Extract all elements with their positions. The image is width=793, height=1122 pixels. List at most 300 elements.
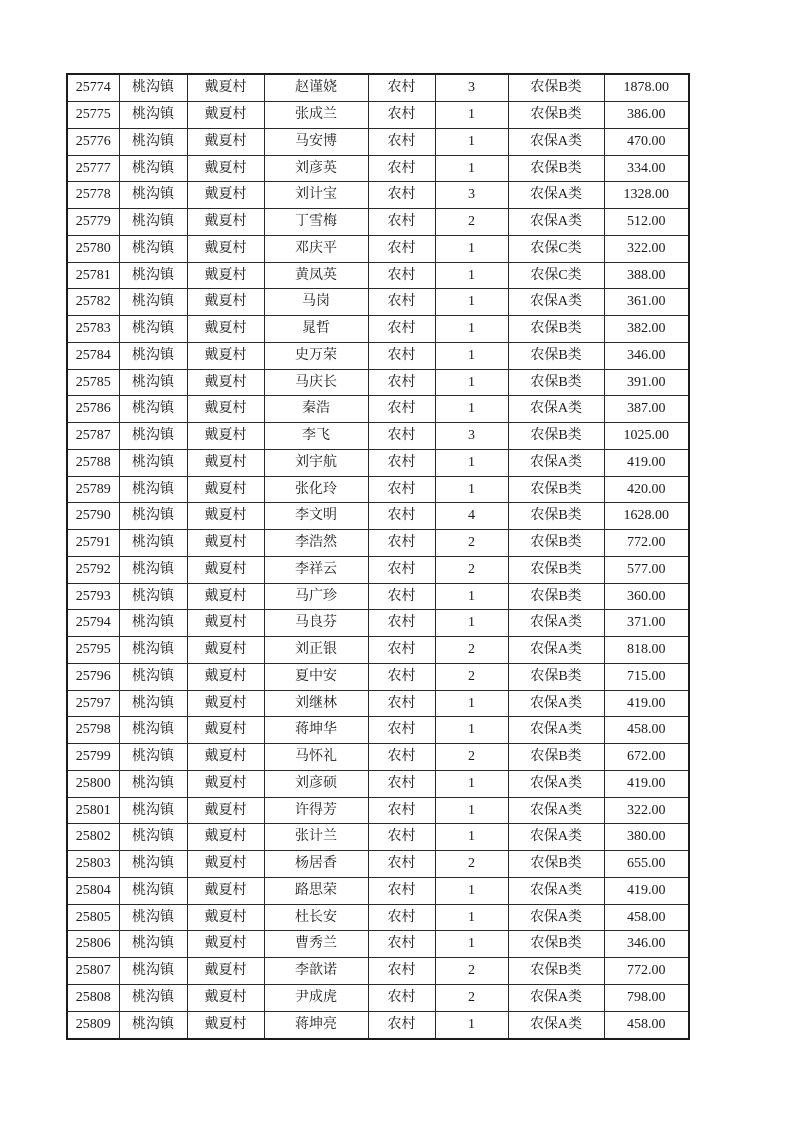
cell-residence-type: 农村 (368, 235, 435, 262)
cell-village: 戴夏村 (187, 289, 264, 316)
cell-town: 桃沟镇 (119, 396, 187, 423)
cell-person-count: 2 (435, 530, 508, 557)
cell-residence-type: 农村 (368, 316, 435, 343)
cell-person-name: 李文明 (264, 503, 368, 530)
table-row (67, 824, 689, 851)
cell-residence-type: 农村 (368, 262, 435, 289)
cell-residence-type: 农村 (368, 663, 435, 690)
cell-insurance-class: 农保B类 (508, 476, 604, 503)
cell-residence-type: 农村 (368, 797, 435, 824)
cell-person-count: 1 (435, 316, 508, 343)
cell-insurance-class: 农保B类 (508, 74, 604, 102)
cell-insurance-class: 农保A类 (508, 877, 604, 904)
table-row (67, 663, 689, 690)
cell-person-count: 1 (435, 369, 508, 396)
table-row (67, 610, 689, 637)
cell-person-count: 1 (435, 717, 508, 744)
cell-person-count: 2 (435, 744, 508, 771)
cell-insurance-class: 农保A类 (508, 637, 604, 664)
cell-record-id: 25787 (67, 423, 119, 450)
cell-amount: 420.00 (604, 476, 689, 503)
table-row (67, 316, 689, 343)
cell-amount: 419.00 (604, 877, 689, 904)
cell-village: 戴夏村 (187, 984, 264, 1011)
table-row (67, 556, 689, 583)
cell-record-id: 25797 (67, 690, 119, 717)
cell-insurance-class: 农保B类 (508, 851, 604, 878)
cell-town: 桃沟镇 (119, 209, 187, 236)
cell-record-id: 25784 (67, 342, 119, 369)
cell-village: 戴夏村 (187, 958, 264, 985)
cell-insurance-class: 农保A类 (508, 449, 604, 476)
table-row (67, 102, 689, 129)
cell-insurance-class: 农保B类 (508, 663, 604, 690)
cell-person-count: 3 (435, 182, 508, 209)
table-row (67, 877, 689, 904)
cell-amount: 577.00 (604, 556, 689, 583)
cell-person-name: 史万荣 (264, 342, 368, 369)
cell-person-count: 1 (435, 1011, 508, 1039)
table-row (67, 931, 689, 958)
cell-record-id: 25802 (67, 824, 119, 851)
cell-person-name: 尹成虎 (264, 984, 368, 1011)
cell-village: 戴夏村 (187, 797, 264, 824)
cell-town: 桃沟镇 (119, 74, 187, 102)
cell-residence-type: 农村 (368, 610, 435, 637)
cell-amount: 382.00 (604, 316, 689, 343)
cell-record-id: 25806 (67, 931, 119, 958)
cell-person-count: 1 (435, 904, 508, 931)
cell-town: 桃沟镇 (119, 1011, 187, 1039)
cell-residence-type: 农村 (368, 958, 435, 985)
cell-amount: 419.00 (604, 770, 689, 797)
cell-amount: 655.00 (604, 851, 689, 878)
cell-amount: 772.00 (604, 530, 689, 557)
cell-record-id: 25779 (67, 209, 119, 236)
cell-person-count: 2 (435, 556, 508, 583)
cell-insurance-class: 农保B类 (508, 155, 604, 182)
cell-amount: 388.00 (604, 262, 689, 289)
records-table (66, 73, 690, 1040)
cell-person-count: 1 (435, 690, 508, 717)
table-row (67, 690, 689, 717)
cell-village: 戴夏村 (187, 931, 264, 958)
table-row (67, 423, 689, 450)
cell-village: 戴夏村 (187, 182, 264, 209)
cell-person-name: 李歆诺 (264, 958, 368, 985)
table-row (67, 637, 689, 664)
table-row (67, 851, 689, 878)
cell-town: 桃沟镇 (119, 316, 187, 343)
cell-record-id: 25781 (67, 262, 119, 289)
cell-village: 戴夏村 (187, 476, 264, 503)
cell-record-id: 25799 (67, 744, 119, 771)
cell-person-count: 1 (435, 342, 508, 369)
cell-insurance-class: 农保A类 (508, 182, 604, 209)
cell-person-name: 张成兰 (264, 102, 368, 129)
cell-insurance-class: 农保B类 (508, 530, 604, 557)
cell-town: 桃沟镇 (119, 690, 187, 717)
cell-insurance-class: 农保B类 (508, 958, 604, 985)
cell-record-id: 25795 (67, 637, 119, 664)
cell-record-id: 25790 (67, 503, 119, 530)
cell-amount: 798.00 (604, 984, 689, 1011)
cell-residence-type: 农村 (368, 530, 435, 557)
cell-town: 桃沟镇 (119, 182, 187, 209)
cell-record-id: 25785 (67, 369, 119, 396)
cell-record-id: 25786 (67, 396, 119, 423)
cell-town: 桃沟镇 (119, 770, 187, 797)
cell-residence-type: 农村 (368, 904, 435, 931)
cell-village: 戴夏村 (187, 690, 264, 717)
cell-record-id: 25793 (67, 583, 119, 610)
cell-village: 戴夏村 (187, 74, 264, 102)
cell-residence-type: 农村 (368, 423, 435, 450)
records-table-body (67, 74, 689, 1039)
cell-amount: 334.00 (604, 155, 689, 182)
table-row (67, 984, 689, 1011)
cell-amount: 391.00 (604, 369, 689, 396)
cell-amount: 322.00 (604, 797, 689, 824)
cell-village: 戴夏村 (187, 155, 264, 182)
cell-town: 桃沟镇 (119, 503, 187, 530)
cell-record-id: 25780 (67, 235, 119, 262)
cell-person-name: 曹秀兰 (264, 931, 368, 958)
cell-insurance-class: 农保C类 (508, 262, 604, 289)
cell-village: 戴夏村 (187, 128, 264, 155)
cell-residence-type: 农村 (368, 984, 435, 1011)
cell-record-id: 25809 (67, 1011, 119, 1039)
cell-residence-type: 农村 (368, 342, 435, 369)
cell-town: 桃沟镇 (119, 717, 187, 744)
cell-residence-type: 农村 (368, 877, 435, 904)
cell-record-id: 25789 (67, 476, 119, 503)
cell-town: 桃沟镇 (119, 476, 187, 503)
cell-village: 戴夏村 (187, 235, 264, 262)
cell-insurance-class: 农保A类 (508, 797, 604, 824)
cell-record-id: 25778 (67, 182, 119, 209)
cell-amount: 458.00 (604, 717, 689, 744)
cell-town: 桃沟镇 (119, 851, 187, 878)
table-row (67, 396, 689, 423)
table-row (67, 289, 689, 316)
cell-amount: 387.00 (604, 396, 689, 423)
table-row (67, 503, 689, 530)
cell-town: 桃沟镇 (119, 155, 187, 182)
cell-person-name: 刘计宝 (264, 182, 368, 209)
cell-record-id: 25774 (67, 74, 119, 102)
cell-amount: 458.00 (604, 1011, 689, 1039)
cell-village: 戴夏村 (187, 316, 264, 343)
cell-village: 戴夏村 (187, 610, 264, 637)
cell-village: 戴夏村 (187, 904, 264, 931)
cell-amount: 322.00 (604, 235, 689, 262)
cell-town: 桃沟镇 (119, 262, 187, 289)
cell-person-name: 蒋坤华 (264, 717, 368, 744)
table-row (67, 770, 689, 797)
cell-person-name: 许得芳 (264, 797, 368, 824)
cell-person-name: 赵谨娆 (264, 74, 368, 102)
cell-record-id: 25808 (67, 984, 119, 1011)
cell-person-count: 2 (435, 637, 508, 664)
cell-amount: 1328.00 (604, 182, 689, 209)
cell-record-id: 25776 (67, 128, 119, 155)
cell-person-count: 2 (435, 663, 508, 690)
table-row (67, 342, 689, 369)
cell-insurance-class: 农保A类 (508, 209, 604, 236)
cell-person-name: 刘彦英 (264, 155, 368, 182)
cell-village: 戴夏村 (187, 369, 264, 396)
cell-residence-type: 农村 (368, 824, 435, 851)
cell-town: 桃沟镇 (119, 128, 187, 155)
table-row (67, 235, 689, 262)
cell-village: 戴夏村 (187, 530, 264, 557)
table-row (67, 530, 689, 557)
cell-residence-type: 农村 (368, 369, 435, 396)
cell-amount: 1878.00 (604, 74, 689, 102)
cell-record-id: 25783 (67, 316, 119, 343)
cell-person-count: 3 (435, 423, 508, 450)
cell-amount: 1025.00 (604, 423, 689, 450)
cell-person-name: 夏中安 (264, 663, 368, 690)
cell-residence-type: 农村 (368, 851, 435, 878)
cell-person-count: 1 (435, 476, 508, 503)
cell-person-count: 1 (435, 235, 508, 262)
cell-record-id: 25798 (67, 717, 119, 744)
cell-person-name: 马庆长 (264, 369, 368, 396)
cell-amount: 818.00 (604, 637, 689, 664)
cell-residence-type: 农村 (368, 717, 435, 744)
cell-insurance-class: 农保B类 (508, 583, 604, 610)
cell-residence-type: 农村 (368, 102, 435, 129)
cell-insurance-class: 农保B类 (508, 503, 604, 530)
table-row (67, 1011, 689, 1039)
cell-town: 桃沟镇 (119, 583, 187, 610)
cell-person-count: 1 (435, 797, 508, 824)
table-row (67, 262, 689, 289)
cell-residence-type: 农村 (368, 637, 435, 664)
cell-amount: 346.00 (604, 342, 689, 369)
cell-amount: 371.00 (604, 610, 689, 637)
cell-person-count: 4 (435, 503, 508, 530)
cell-amount: 458.00 (604, 904, 689, 931)
cell-amount: 672.00 (604, 744, 689, 771)
cell-insurance-class: 农保A类 (508, 717, 604, 744)
cell-village: 戴夏村 (187, 102, 264, 129)
cell-amount: 1628.00 (604, 503, 689, 530)
cell-insurance-class: 农保A类 (508, 1011, 604, 1039)
cell-amount: 360.00 (604, 583, 689, 610)
cell-residence-type: 农村 (368, 74, 435, 102)
cell-town: 桃沟镇 (119, 797, 187, 824)
cell-insurance-class: 农保B类 (508, 423, 604, 450)
table-row (67, 182, 689, 209)
cell-residence-type: 农村 (368, 690, 435, 717)
cell-person-name: 李浩然 (264, 530, 368, 557)
cell-person-name: 杜长安 (264, 904, 368, 931)
cell-person-count: 1 (435, 583, 508, 610)
cell-person-name: 刘彦硕 (264, 770, 368, 797)
cell-town: 桃沟镇 (119, 423, 187, 450)
cell-amount: 419.00 (604, 690, 689, 717)
cell-town: 桃沟镇 (119, 610, 187, 637)
cell-person-name: 李祥云 (264, 556, 368, 583)
cell-person-name: 杨居香 (264, 851, 368, 878)
cell-person-count: 2 (435, 851, 508, 878)
cell-person-name: 张计兰 (264, 824, 368, 851)
cell-town: 桃沟镇 (119, 958, 187, 985)
cell-person-name: 邓庆平 (264, 235, 368, 262)
cell-amount: 361.00 (604, 289, 689, 316)
cell-town: 桃沟镇 (119, 904, 187, 931)
cell-village: 戴夏村 (187, 583, 264, 610)
cell-amount: 715.00 (604, 663, 689, 690)
cell-village: 戴夏村 (187, 770, 264, 797)
cell-person-count: 1 (435, 449, 508, 476)
cell-person-name: 马安博 (264, 128, 368, 155)
cell-residence-type: 农村 (368, 503, 435, 530)
cell-residence-type: 农村 (368, 1011, 435, 1039)
cell-town: 桃沟镇 (119, 824, 187, 851)
cell-town: 桃沟镇 (119, 637, 187, 664)
cell-insurance-class: 农保B类 (508, 342, 604, 369)
cell-person-count: 2 (435, 984, 508, 1011)
cell-residence-type: 农村 (368, 289, 435, 316)
cell-residence-type: 农村 (368, 155, 435, 182)
cell-person-name: 张化玲 (264, 476, 368, 503)
cell-village: 戴夏村 (187, 503, 264, 530)
cell-insurance-class: 农保A类 (508, 770, 604, 797)
cell-village: 戴夏村 (187, 744, 264, 771)
cell-residence-type: 农村 (368, 770, 435, 797)
table-row (67, 369, 689, 396)
cell-insurance-class: 农保A类 (508, 128, 604, 155)
cell-record-id: 25782 (67, 289, 119, 316)
cell-village: 戴夏村 (187, 396, 264, 423)
cell-residence-type: 农村 (368, 583, 435, 610)
cell-person-count: 1 (435, 289, 508, 316)
cell-insurance-class: 农保A类 (508, 904, 604, 931)
cell-village: 戴夏村 (187, 423, 264, 450)
cell-record-id: 25788 (67, 449, 119, 476)
cell-village: 戴夏村 (187, 556, 264, 583)
cell-insurance-class: 农保A类 (508, 690, 604, 717)
cell-insurance-class: 农保B类 (508, 369, 604, 396)
cell-village: 戴夏村 (187, 851, 264, 878)
cell-village: 戴夏村 (187, 262, 264, 289)
table-row (67, 904, 689, 931)
cell-town: 桃沟镇 (119, 931, 187, 958)
cell-person-count: 2 (435, 209, 508, 236)
table-row (67, 744, 689, 771)
cell-residence-type: 农村 (368, 476, 435, 503)
cell-person-name: 马广珍 (264, 583, 368, 610)
cell-town: 桃沟镇 (119, 530, 187, 557)
cell-village: 戴夏村 (187, 824, 264, 851)
cell-insurance-class: 农保A类 (508, 289, 604, 316)
cell-amount: 772.00 (604, 958, 689, 985)
cell-town: 桃沟镇 (119, 449, 187, 476)
cell-person-name: 刘正银 (264, 637, 368, 664)
table-row (67, 449, 689, 476)
cell-village: 戴夏村 (187, 717, 264, 744)
cell-town: 桃沟镇 (119, 663, 187, 690)
cell-person-name: 蒋坤亮 (264, 1011, 368, 1039)
cell-person-count: 1 (435, 128, 508, 155)
cell-village: 戴夏村 (187, 877, 264, 904)
cell-person-name: 路思荣 (264, 877, 368, 904)
cell-insurance-class: 农保B类 (508, 931, 604, 958)
cell-town: 桃沟镇 (119, 369, 187, 396)
table-row (67, 128, 689, 155)
cell-record-id: 25791 (67, 530, 119, 557)
cell-person-name: 黄凤英 (264, 262, 368, 289)
cell-person-name: 刘宇航 (264, 449, 368, 476)
table-row (67, 476, 689, 503)
cell-amount: 470.00 (604, 128, 689, 155)
cell-record-id: 25792 (67, 556, 119, 583)
table-row (67, 583, 689, 610)
cell-person-count: 1 (435, 877, 508, 904)
cell-residence-type: 农村 (368, 556, 435, 583)
cell-person-name: 晁哲 (264, 316, 368, 343)
cell-amount: 512.00 (604, 209, 689, 236)
cell-person-count: 1 (435, 824, 508, 851)
cell-residence-type: 农村 (368, 931, 435, 958)
cell-residence-type: 农村 (368, 396, 435, 423)
cell-village: 戴夏村 (187, 449, 264, 476)
cell-person-count: 1 (435, 770, 508, 797)
cell-village: 戴夏村 (187, 342, 264, 369)
cell-insurance-class: 农保B类 (508, 556, 604, 583)
cell-town: 桃沟镇 (119, 984, 187, 1011)
table-row (67, 797, 689, 824)
cell-record-id: 25777 (67, 155, 119, 182)
cell-residence-type: 农村 (368, 449, 435, 476)
cell-record-id: 25775 (67, 102, 119, 129)
cell-record-id: 25805 (67, 904, 119, 931)
cell-person-name: 秦浩 (264, 396, 368, 423)
cell-person-name: 马怀礼 (264, 744, 368, 771)
table-row (67, 74, 689, 102)
cell-residence-type: 农村 (368, 182, 435, 209)
cell-person-count: 2 (435, 958, 508, 985)
cell-village: 戴夏村 (187, 209, 264, 236)
table-row (67, 209, 689, 236)
cell-village: 戴夏村 (187, 663, 264, 690)
cell-person-name: 马良芬 (264, 610, 368, 637)
cell-village: 戴夏村 (187, 637, 264, 664)
cell-record-id: 25807 (67, 958, 119, 985)
cell-town: 桃沟镇 (119, 102, 187, 129)
cell-town: 桃沟镇 (119, 556, 187, 583)
cell-person-count: 1 (435, 931, 508, 958)
cell-person-count: 3 (435, 74, 508, 102)
cell-person-name: 马岗 (264, 289, 368, 316)
cell-record-id: 25803 (67, 851, 119, 878)
cell-person-count: 1 (435, 396, 508, 423)
cell-town: 桃沟镇 (119, 342, 187, 369)
cell-insurance-class: 农保A类 (508, 984, 604, 1011)
cell-town: 桃沟镇 (119, 744, 187, 771)
table-row (67, 958, 689, 985)
table-row (67, 155, 689, 182)
cell-record-id: 25804 (67, 877, 119, 904)
cell-insurance-class: 农保A类 (508, 396, 604, 423)
cell-insurance-class: 农保A类 (508, 610, 604, 637)
cell-person-count: 1 (435, 102, 508, 129)
cell-record-id: 25794 (67, 610, 119, 637)
